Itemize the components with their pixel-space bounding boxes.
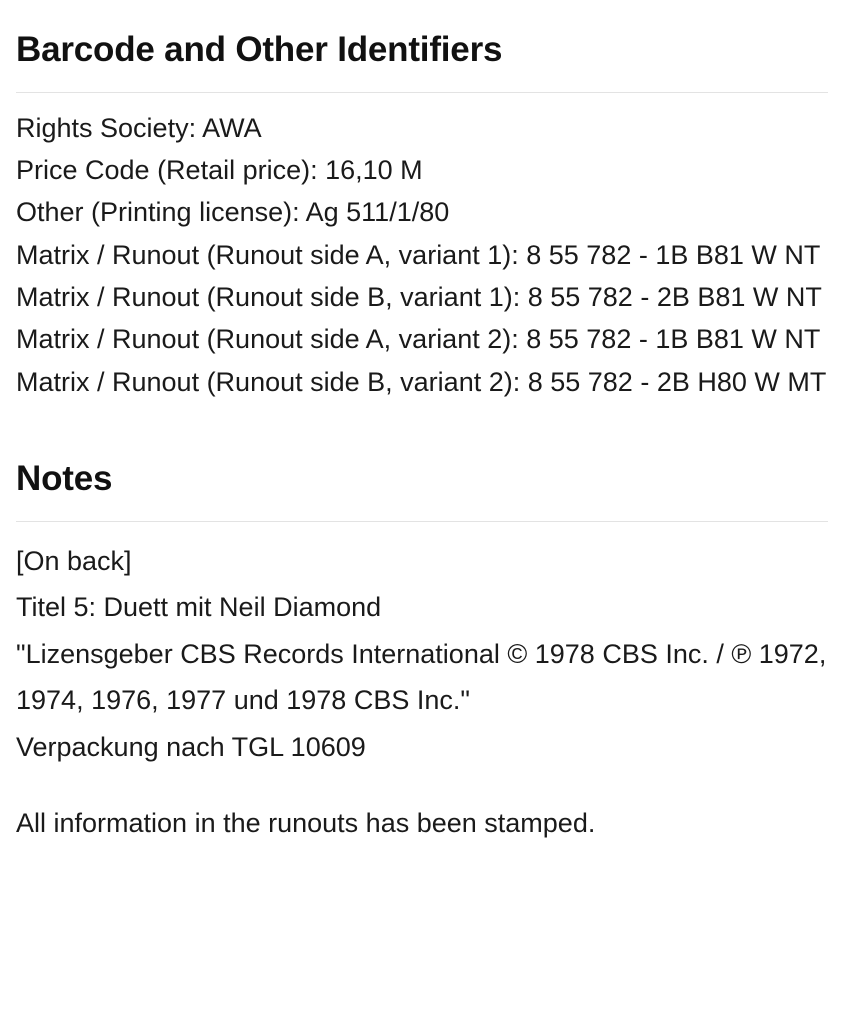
note-line-trailing: All information in the runouts has been stamped. [16, 807, 596, 838]
list-item: Matrix / Runout (Runout side A, variant 2): 8 55 782 - 1B B81 W NT [16, 324, 821, 355]
divider-notes [16, 521, 828, 522]
list-item: Matrix / Runout (Runout side B, variant 1): 8 55 782 - 2B B81 W NT [16, 282, 822, 313]
section-spacer [16, 405, 828, 449]
note-line: "Lizensgeber CBS Records International © 1978 CBS Inc. / ℗ 1972, 1974, 1976, 1977 und 1978 CBS Inc." [16, 638, 827, 716]
note-line: Verpackung nach TGL 10609 [16, 731, 366, 762]
note-line: Titel 5: Duett mit Neil Diamond [16, 592, 382, 623]
list-item: Matrix / Runout (Runout side B, variant 2): 8 55 782 - 2B H80 W MT [16, 366, 827, 397]
list-item: Other (Printing license): Ag 511/1/80 [16, 197, 450, 228]
divider-identifiers [16, 92, 828, 93]
page-title-barcode-and-other-identifiers: Barcode and Other Identifiers [16, 30, 503, 69]
note-spacer [16, 770, 828, 800]
list-item: Price Code (Retail price): 16,10 M [16, 155, 423, 186]
note-line: [On back] [16, 545, 132, 576]
identifiers-list [16, 109, 828, 401]
notes-list [16, 538, 828, 847]
list-item: Rights Society: AWA [16, 112, 262, 143]
list-item: Matrix / Runout (Runout side A, variant 1): 8 55 782 - 1B B81 W NT [16, 239, 821, 270]
page-title-notes: Notes [16, 459, 113, 499]
